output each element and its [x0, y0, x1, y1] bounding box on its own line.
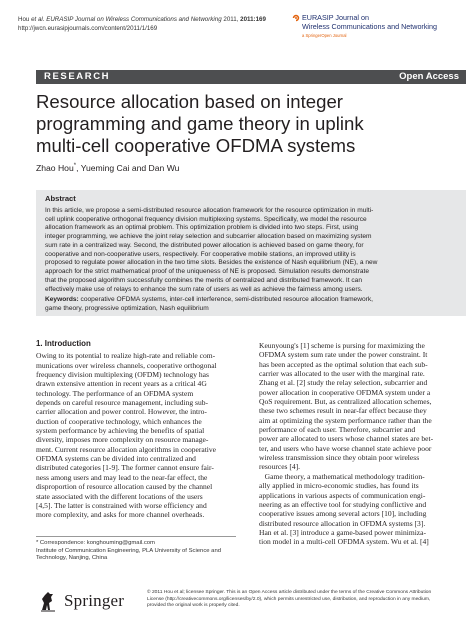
license-text [147, 590, 467, 610]
abstract-line: effectively make use of relays to enhance the sum rate of users as well as achieve the fairness among users. [45, 285, 363, 293]
body-line: tion model in a multi-cell OFDMA system. Wu et al. [4] [259, 537, 429, 547]
keywords-text: game theory, progressive optimization, Nash equilibrium [45, 305, 209, 312]
license-line: © 2011 Hou et al; licensee Springer. This is an Open Access article distributed under the terms of the Creative Commons Attribution [147, 590, 432, 595]
abstract-line: cooperative and non-cooperative users, respectively. For cooperative mobile stations, an improved utility is [45, 250, 356, 258]
affiliation-line: Technology, Nanjing, China [36, 555, 108, 562]
abstract-line: integer programming, we achieve the joint relay selection and subcarrier allocation based on maximizing system [45, 233, 372, 240]
abstract-box [36, 190, 466, 316]
body-line: has been accepted as the optimal solution that each sub- [259, 359, 428, 369]
body-line: Owing to its potential to realize high-rate and reliable com- [36, 351, 216, 361]
abstract-line: In this article, we propose a semi-distributed resource allocation framework for the resource optimization in multi- [45, 206, 374, 214]
body-line: performance of each user. Therefore, subcarrier and [259, 425, 416, 435]
author-list [36, 163, 179, 173]
body-line: OFDMA systems can be divided into centralized and [36, 454, 196, 464]
body-line: carrier allocation and power control. However, the intro- [36, 407, 207, 417]
body-line: disproportion of resource allocation caused by the channel [36, 482, 213, 492]
body-line: ness among users and may lead to the near-far effect, the [36, 472, 208, 482]
body-line: aim at optimizing the system performance rather than the [259, 415, 432, 425]
author-names-rest: , Yueming Cai and Dan Wu [76, 163, 180, 173]
springer-horse-icon [38, 590, 58, 612]
journal-name-line1: EURASIP Journal on [302, 13, 369, 22]
keywords-label: Keywords: [45, 296, 79, 304]
abstract-line: approach for the strict mathematical proof of the uniqueness of NE is proposed. Simulation results demonstrate [45, 268, 369, 275]
title-line: multi-cell cooperative OFDMA systems [36, 135, 356, 156]
body-line: Game theory, a mathematical methodology tradition- [259, 471, 425, 481]
title-line: Resource allocation based on integer [36, 91, 343, 112]
springer-wordmark: Springer [64, 591, 125, 610]
body-line: ment. Current resource allocation algorithms in cooperative [36, 444, 217, 454]
body-line: frequency division multiplexing (OFDM) technology has [36, 370, 209, 380]
body-line: power allocation in cooperative OFDMA system under a [259, 387, 431, 397]
body-line: depends on careful resource management, including sub- [36, 398, 209, 408]
article-type-label: RESEARCH [44, 71, 111, 82]
body-line: power are allocated to users whose channel states are bet- [259, 434, 434, 444]
body-line: resources [4]. [259, 462, 301, 472]
keywords-text: cooperative OFDMA systems, inter-cell interference, semi-distributed resource allocation framework, [78, 296, 373, 304]
body-line: ter, and users who have worse channel state achieve poor [259, 443, 432, 453]
body-line: state associated with the different locations of the users [36, 491, 203, 501]
body-line: distributed resource allocation in OFDMA systems [3]. [259, 518, 426, 528]
springer-logo [38, 590, 148, 614]
body-line: diversity, imposes more complexity on resource manage- [36, 435, 209, 445]
body-line: [4,5]. The latter is constrained with worse efficiency and [36, 500, 207, 510]
correspondence-email[interactable]: * Correspondence: konghouming@gmail.com [36, 540, 155, 546]
body-line: drawn extensive attention in recent years as a critical 4G [36, 379, 207, 389]
license-line: License (http://creativecommons.org/licenses/by/2.0), which permits unrestricted use, distribution, and reproduction in any medium, [147, 596, 431, 602]
citation-authors: Hou [18, 16, 32, 23]
body-line: munications over wireless channels, cooperative orthogonal [36, 360, 217, 370]
corresponding-mark: * [73, 163, 77, 170]
citation-year: 2011, [221, 16, 241, 23]
open-access-label: Open Access [399, 71, 459, 82]
body-line: neering as an effective tool for studying conflictive and [259, 499, 427, 509]
abstract-line: that the proposed algorithm successfully combines the merits of centralized and distributed framework. It can [45, 276, 363, 284]
abstract-line: proposed to regulate power allocation in the two time slots. Besides the existence of Nash equilibrium (NE), a new [45, 259, 378, 267]
body-line: wireless transmission since they obtain poor wireless [259, 453, 420, 463]
body-line: more complexity, and asks for more channel overheads. [36, 510, 205, 520]
citation-url[interactable]: http://jwcn.eurasipjournals.com/content/2011/1/169 [18, 24, 158, 32]
abstract-line: allocation framework as an optimal problem. This optimization problem is divided into two steps. First, using [45, 224, 359, 232]
body-line: technology. The performance of an OFDMA system [36, 388, 194, 398]
body-line: carrier was allocated to the user with the marginal rate. [259, 369, 425, 379]
license-line: provided the original work is properly cited. [147, 603, 240, 609]
body-line: Zhang et al. [2] study the relay selection, subcarrier and [259, 378, 428, 388]
article-type-band [36, 70, 466, 84]
body-line: ally applied in micro-economic studies, has found its [259, 481, 419, 491]
body-line: applications in various aspects of communication engi- [259, 490, 426, 500]
citation-journal: et al. EURASIP Journal on Wireless Communications and Networking [31, 16, 222, 23]
correspondence-footnote [36, 536, 236, 563]
abstract-line: sum rate in a centralized way. Second, the distributed power allocation is achieved based on game theory, for [45, 241, 364, 249]
abstract-line: cell uplink cooperative orthogonal frequency division multiplexing systems. Specifically, we model the resource [45, 215, 367, 223]
body-line: cooperative issues among several actors [10], including [259, 509, 427, 519]
publisher-tagline: a SpringerOpen Journal [302, 33, 347, 38]
abstract-heading: Abstract [45, 194, 76, 203]
citation-volume: 2011:169 [240, 16, 266, 23]
left-column [36, 339, 236, 520]
body-line: QoS requirement. But, as centralized allocation schemes, [259, 397, 432, 407]
affiliation-line: Institute of Communication Engineering, PLA University of Science and [36, 547, 221, 554]
body-line: Keunyoung's [1] scheme is pursing for maximizing the [259, 341, 425, 350]
body-line: OFDMA system sum rate under the power constraint. It [259, 350, 428, 360]
body-line: duction of cooperative technology, which enhances the [36, 416, 202, 426]
author-name[interactable]: Zhao Hou [36, 163, 74, 173]
body-line: Han et al. [3] introduce a game-based power minimiza- [259, 527, 427, 537]
keywords [45, 296, 457, 314]
right-column [259, 341, 459, 547]
body-line: distributed categories [1-9]. The former cannot ensure fair- [36, 463, 214, 473]
journal-logo-icon [292, 14, 300, 22]
body-line: these two schemes result in near-far effect because they [259, 406, 427, 416]
citation-header [18, 16, 278, 33]
article-title [36, 91, 466, 157]
body-line: system performance by achieving the benefits of spatial [36, 426, 205, 436]
title-line: programming and game theory in uplink [36, 113, 364, 134]
journal-name-line2: Wireless Communications and Networking [302, 22, 438, 31]
section-heading: 1. Introduction [36, 339, 91, 348]
